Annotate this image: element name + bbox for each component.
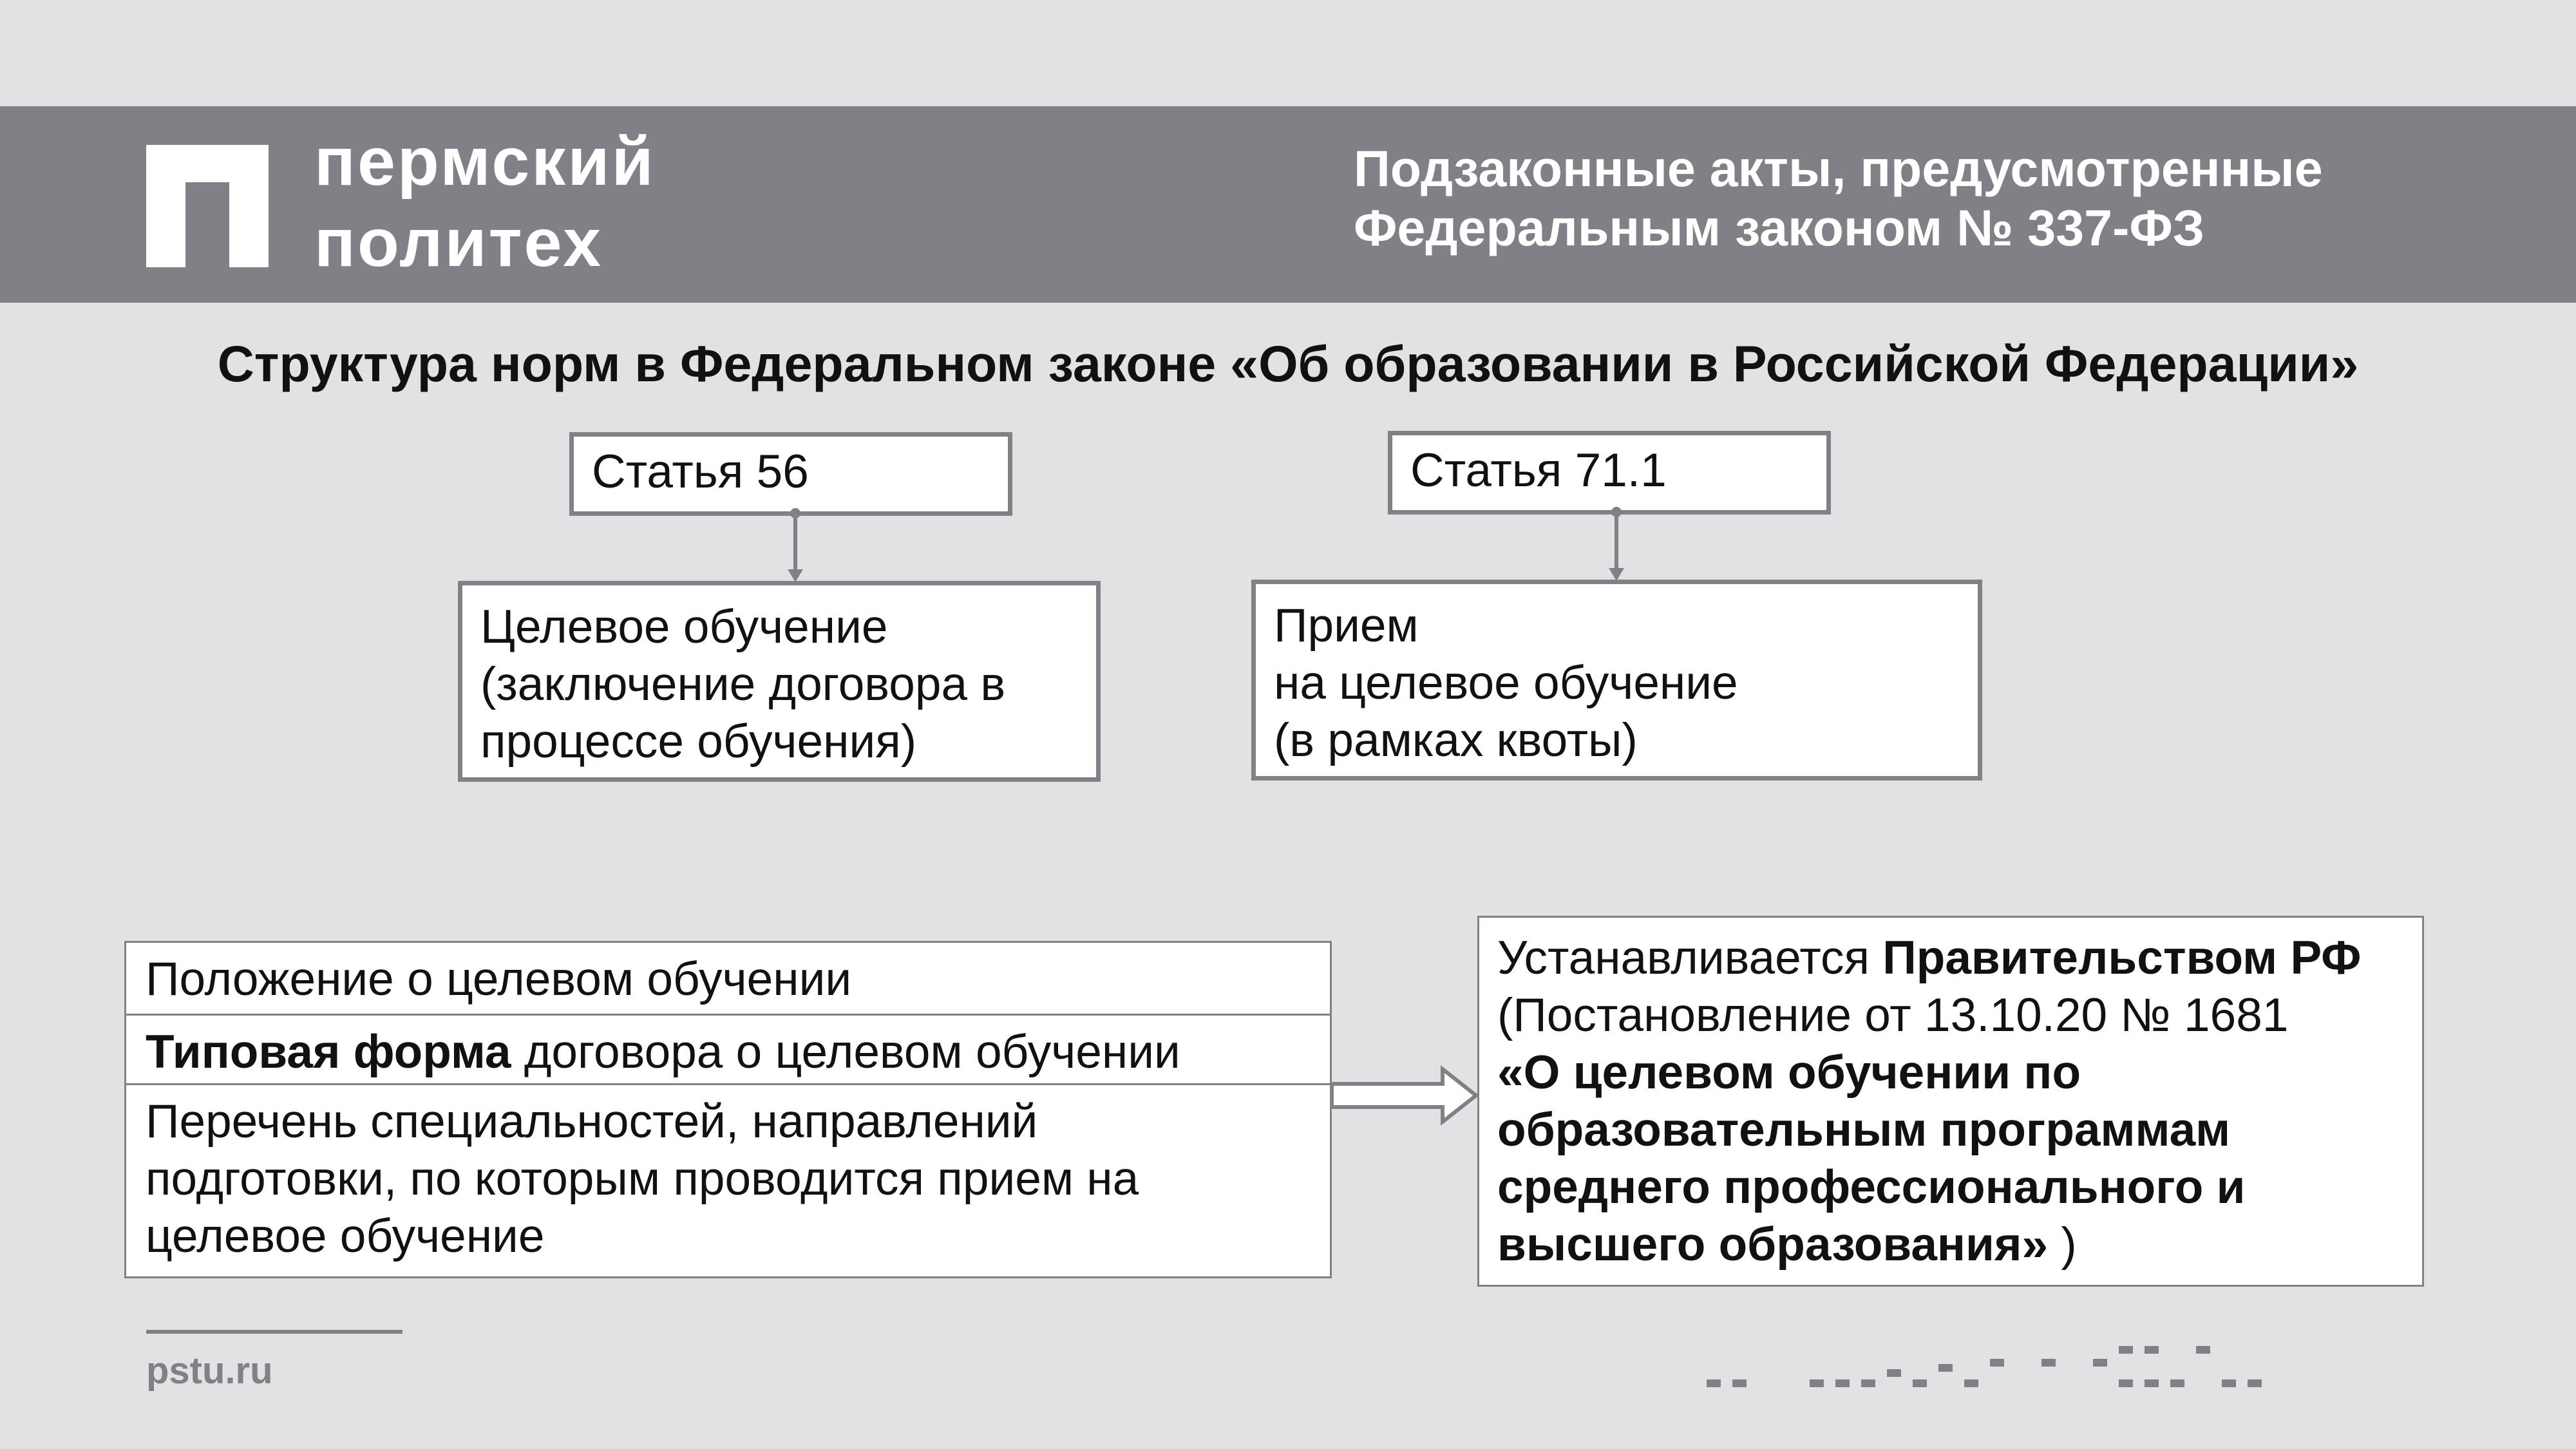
- note-bold-line-1: «О целевом обучении по: [1497, 1046, 2081, 1099]
- article-56-label: Статья 56: [592, 446, 809, 498]
- arrow-right-icon: [1332, 1069, 1476, 1122]
- connector-article-71: [1609, 507, 1624, 581]
- header-title-line-2: Федеральным законом № 337-ФЗ: [1354, 199, 2205, 256]
- logo-line-1: пермский: [314, 124, 656, 200]
- admission-line-1: Прием: [1274, 600, 1419, 652]
- note-bold-line-3: среднего профессионального и: [1497, 1161, 2246, 1213]
- connector-article-56: [788, 508, 803, 582]
- targeted-training-line-2: (заключение договора в: [480, 658, 1006, 710]
- specialties-line-2: подготовки, по которым проводится прием на: [146, 1153, 1139, 1205]
- slide-title: Структура норм в Федеральном законе «Об образовании в Российской Федерации»: [217, 335, 2359, 392]
- specialties-line-1: Перечень специальностей, направлений: [146, 1095, 1038, 1148]
- note-line-1-bold: Правительством РФ: [1882, 932, 2362, 984]
- footer-site-link[interactable]: pstu.ru: [146, 1350, 273, 1392]
- note-line-1-plain: Устанавливается: [1497, 932, 1883, 984]
- note-line-2: (Постановление от 13.10.20 № 1681: [1497, 989, 2289, 1041]
- logo-line-2: политех: [314, 205, 603, 281]
- acts-row-regulation-text: Положение о целевом обучении: [146, 953, 852, 1005]
- note-last-line: [1497, 1216, 2404, 1273]
- acts-row-standard-form-text: [146, 1023, 1311, 1081]
- note-bold-line-2: образовательным программам: [1497, 1104, 2231, 1156]
- specialties-line-3: целевое обучение: [146, 1210, 545, 1262]
- standard-form-rest: договора о целевом обучении: [511, 1026, 1180, 1078]
- dash-pattern-icon: [1700, 1340, 2409, 1397]
- acts-table: [124, 941, 1332, 1278]
- standard-form-bold: Типовая форма: [146, 1026, 511, 1078]
- note-last-plain: ): [2048, 1218, 2077, 1271]
- targeted-training-line-1: Целевое обучение: [480, 601, 888, 653]
- acts-row-standard-form: [126, 1014, 1330, 1083]
- admission-line-2: на целевое обучение: [1274, 657, 1738, 709]
- targeted-training-line-3: процессе обучения): [480, 715, 917, 768]
- acts-row-specialties-list: [126, 1083, 1330, 1276]
- government-note-box: [1477, 916, 2424, 1287]
- acts-row-regulation: [126, 943, 1330, 1014]
- admission-line-3: (в рамках квоты): [1274, 714, 1638, 766]
- note-line-1: [1497, 929, 2404, 987]
- footer-divider: [146, 1330, 402, 1334]
- article-71-label: Статья 71.1: [1410, 444, 1667, 497]
- header-title-line-1: Подзаконные акты, предусмотренные: [1354, 140, 2323, 197]
- note-last-bold: высшего образования»: [1497, 1218, 2049, 1271]
